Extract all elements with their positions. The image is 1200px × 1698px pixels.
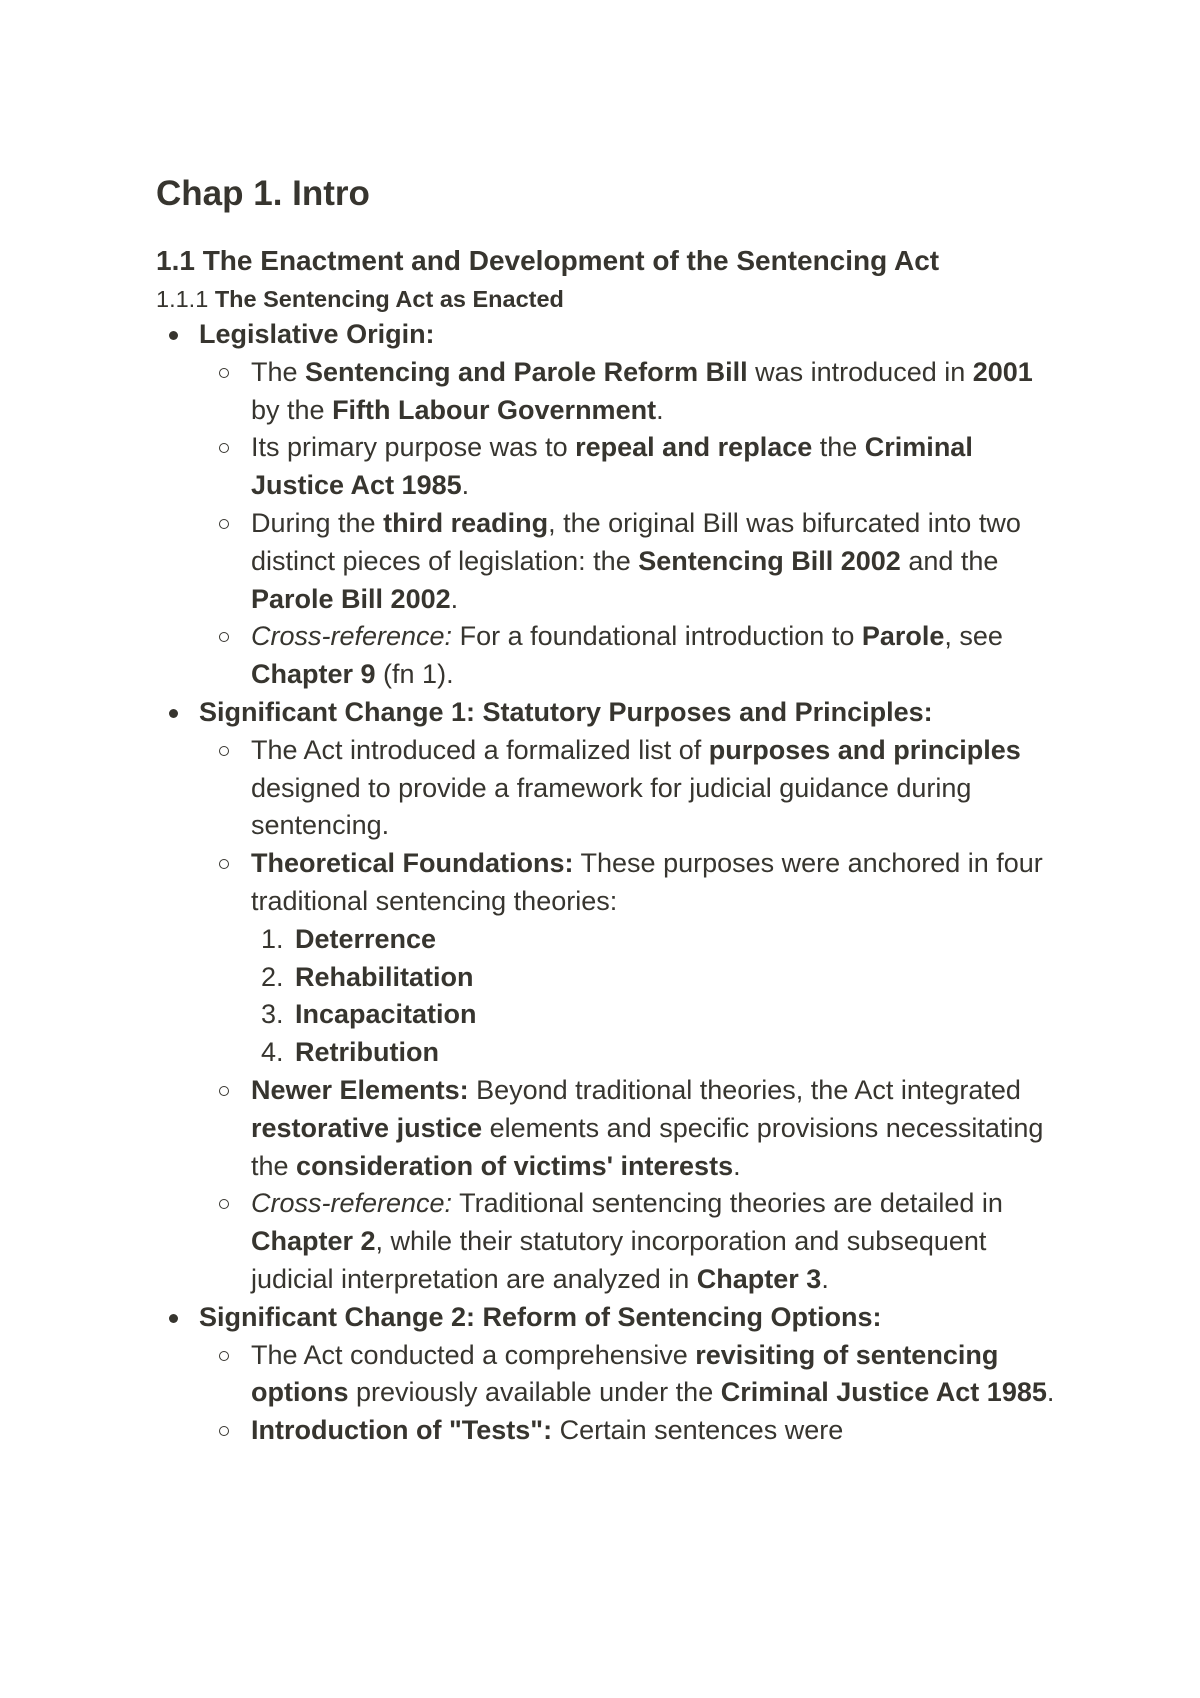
page-title: Chap 1. Intro	[156, 174, 370, 213]
text-run: previously available under the	[348, 1377, 721, 1408]
bold-text: Sentencing Bill 2002	[638, 545, 901, 576]
text-run: the	[812, 432, 865, 463]
subsection-title: The Sentencing Act as Enacted	[214, 286, 564, 312]
bold-text: Parole	[861, 621, 945, 652]
bold-text: Chapter 3	[696, 1263, 822, 1294]
bold-text: Fifth Labour Government	[332, 394, 657, 425]
text-run: During the	[251, 507, 384, 538]
bold-text: purposes and principles	[708, 734, 1021, 765]
bold-text: third reading	[383, 507, 549, 538]
text-run: The Act conducted a comprehensive	[251, 1339, 696, 1370]
item-text: Incapacitation	[295, 999, 477, 1030]
text-run: and the	[900, 545, 999, 576]
sub-list-item	[199, 1072, 1056, 1185]
list-item-label: Significant Change 1: Statutory Purposes and Principles:	[199, 696, 933, 727]
list-item-label: Significant Change 2: Reform of Sentencing Options:	[199, 1301, 882, 1332]
bold-text: consideration of victims' interests	[296, 1150, 734, 1181]
text-run: (fn 1).	[375, 659, 454, 690]
bold-text: repeal and replace	[575, 432, 813, 463]
subsection-number: 1.1.1	[156, 286, 209, 312]
bold-text: Theoretical Foundations:	[251, 848, 574, 879]
text-run: Traditional sentencing theories are detailed in	[452, 1188, 1003, 1219]
sub-list	[199, 1337, 1056, 1450]
bold-text: Introduction of "Tests":	[251, 1415, 553, 1446]
section-heading: 1.1 The Enactment and Development of the Sentencing Act	[156, 245, 940, 276]
list-item	[156, 694, 1056, 1299]
numbered-item	[251, 996, 1056, 1034]
text-run: The	[251, 356, 306, 387]
sub-list-item	[199, 505, 1056, 618]
bullet-list	[156, 316, 1056, 1450]
sub-list-item	[199, 429, 1056, 505]
text-run: , the original Bill was bifurcated into two distinct pieces of legislation: the	[251, 507, 1021, 576]
bold-text: revisiting of sentencing options	[251, 1339, 999, 1408]
text-run: For a foundational introduction to	[452, 621, 862, 652]
bold-text: Newer Elements:	[251, 1074, 469, 1105]
subsection-heading	[156, 283, 1056, 316]
document-page	[156, 172, 1056, 1450]
list-item	[156, 1299, 1056, 1450]
bold-text: Chapter 9	[251, 659, 376, 690]
item-number: 2.	[261, 961, 284, 992]
numbered-item	[251, 921, 1056, 959]
text-run: .	[1046, 1377, 1055, 1408]
bold-text: Criminal Justice Act 1985	[720, 1377, 1047, 1408]
bold-text: Sentencing and Parole Reform Bill	[305, 356, 748, 387]
text-run: .	[733, 1150, 741, 1181]
bold-text: Criminal Justice Act 1985	[251, 432, 973, 501]
text-run: Its primary purpose was to	[251, 432, 576, 463]
text-run: , see	[944, 621, 1003, 652]
numbered-item	[251, 1034, 1056, 1072]
numbered-list	[251, 921, 1056, 1072]
sub-list	[199, 732, 1056, 1299]
text-run: The Act introduced a formalized list of	[251, 734, 709, 765]
text-run: , while their statutory incorporation and subsequent judicial interpretation are analyzed in	[251, 1226, 987, 1294]
text-run: was introduced in	[747, 356, 973, 387]
sub-list-item	[199, 1412, 1056, 1450]
item-text: Retribution	[295, 1037, 439, 1068]
text-run: by the	[251, 394, 333, 425]
list-item	[156, 316, 1056, 694]
sub-list-item	[199, 1337, 1056, 1413]
text-run: .	[656, 394, 664, 425]
item-number: 3.	[261, 999, 284, 1030]
bold-text: Parole Bill 2002	[251, 583, 451, 614]
item-number: 4.	[261, 1037, 284, 1068]
text-run: These purposes were anchored in four traditional sentencing theories:	[251, 848, 1043, 916]
text-run: .	[821, 1263, 829, 1294]
text-run: .	[461, 470, 470, 501]
text-run: designed to provide a framework for judicial guidance during sentencing.	[251, 772, 972, 841]
sub-list-item	[199, 1185, 1056, 1298]
item-text: Rehabilitation	[295, 961, 474, 992]
sub-list-item	[199, 354, 1056, 430]
text-run: Beyond traditional theories, the Act integrated	[468, 1074, 1021, 1105]
list-item-label: Legislative Origin:	[199, 319, 435, 349]
item-number: 1.	[261, 923, 284, 954]
text-run: elements and specific provisions necessitating the	[251, 1112, 1044, 1181]
item-text: Deterrence	[295, 923, 437, 954]
bold-text: restorative justice	[251, 1112, 483, 1143]
text-run: Certain sentences were	[552, 1415, 844, 1446]
italic-text: Cross-reference:	[251, 621, 453, 652]
bold-text: 2001	[972, 356, 1033, 387]
sub-list-item	[199, 618, 1056, 694]
sub-list	[199, 354, 1056, 694]
italic-text: Cross-reference:	[251, 1188, 453, 1219]
bold-text: Chapter 2	[251, 1226, 376, 1257]
sub-list-item	[199, 845, 1056, 1072]
text-run: .	[450, 583, 459, 614]
sub-list-item	[199, 732, 1056, 845]
numbered-item	[251, 959, 1056, 997]
